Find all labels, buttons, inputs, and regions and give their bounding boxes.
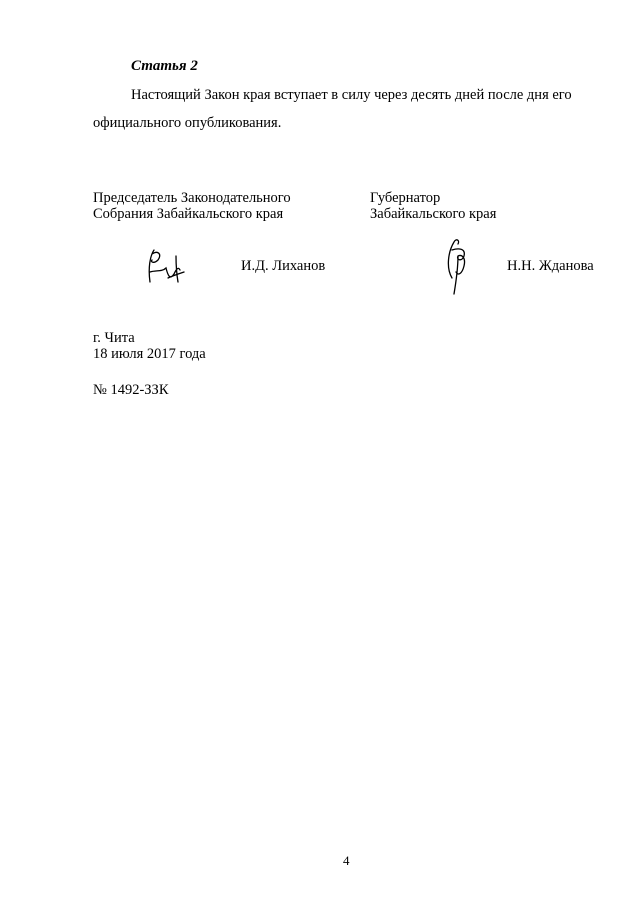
right-signatory-title-line-2: Забайкальского края bbox=[370, 206, 497, 222]
left-signatory-title-line-1: Председатель Законодательного bbox=[93, 190, 291, 206]
article-text-line-2: официального опубликования. bbox=[93, 115, 282, 131]
left-signatory-name: И.Д. Лиханов bbox=[241, 258, 326, 274]
page-number: 4 bbox=[343, 853, 350, 868]
left-signature-image bbox=[140, 242, 190, 292]
date: 18 июля 2017 года bbox=[93, 346, 206, 362]
left-signatory-title-line-2: Собрания Забайкальского края bbox=[93, 206, 284, 222]
document-number: № 1492-ЗЗК bbox=[93, 382, 169, 398]
place: г. Чита bbox=[93, 330, 135, 346]
article-text-line-1: Настоящий Закон края вступает в силу через десять дней после дня его bbox=[131, 87, 572, 103]
article-title: Статья 2 bbox=[131, 58, 198, 74]
right-signature-image bbox=[436, 232, 474, 296]
right-signatory-title-line-1: Губернатор bbox=[370, 190, 441, 206]
right-signatory-name: Н.Н. Жданова bbox=[507, 258, 594, 274]
